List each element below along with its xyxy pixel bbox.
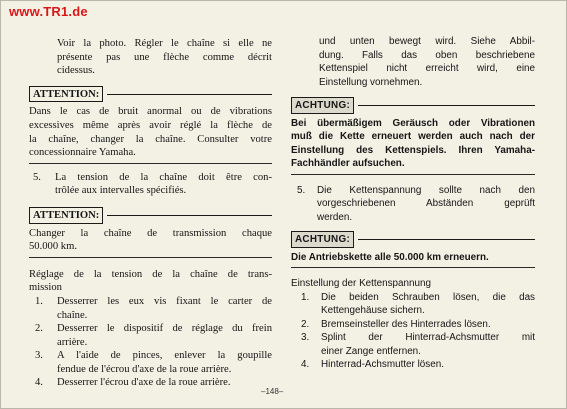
fr-item-5 [29, 171, 272, 198]
text-line: Réglage de la tension de la chaîne de trans- [29, 268, 272, 280]
fr-step-2 [35, 322, 272, 349]
de-step-2 [301, 318, 535, 332]
attention-label: ATTENTION: [29, 86, 103, 103]
de-achtung-text-2: Die Antriebskette alle 50.000 km erneuern. [291, 251, 489, 263]
text-line: Einstellung des Kettenspiels. Ihren Yamaha- [291, 144, 535, 156]
section-rule [29, 163, 272, 164]
step-number: 1. [35, 295, 43, 307]
text-line: Desserrer le dispositif de réglage du frein [57, 323, 272, 335]
fr-step-4 [35, 376, 272, 390]
text-line: einer Zange entfernen. [321, 345, 421, 357]
text-line: Kettenspiel nicht erreicht wird, eine [319, 63, 535, 74]
de-item-5 [291, 184, 535, 225]
text-line: chaîne. [57, 309, 88, 321]
de-achtung-text-1 [291, 117, 535, 171]
step-number: 4. [301, 359, 310, 370]
de-achtung-heading-2 [291, 231, 535, 248]
text-line: und unten bewegt wird. Siehe Abbil- [319, 36, 535, 47]
fr-steps [29, 295, 272, 390]
text-line: Bei übermäßigem Geräusch oder Vibrationen [291, 117, 535, 129]
text-line: Desserrer les eux vis fixant le carter de [57, 295, 272, 307]
fr-step-1 [35, 295, 272, 322]
de-adjust-heading: Einstellung der Kettenspannung [291, 278, 432, 289]
step-number: 2. [35, 323, 43, 335]
text-line: La tension de la chaîne doit être con- [55, 171, 272, 183]
text-line: 50.000 km. [29, 241, 77, 253]
text-line: Die beiden Schrauben lösen, die das [321, 291, 535, 303]
attention-label: ATTENTION: [29, 207, 103, 224]
text-line: trôlée aux intervalles spécifiés. [55, 185, 187, 197]
text-line: Changer la chaîne de transmission chaque [29, 227, 272, 239]
text-line: Bremseinsteller des Hinterrades lösen. [321, 318, 491, 330]
french-column [29, 37, 272, 390]
de-step-3 [301, 331, 535, 358]
achtung-label: ACHTUNG: [291, 97, 354, 114]
text-line: concessionnaire Yamaha. [29, 147, 136, 159]
heading-rule [107, 94, 272, 95]
section-rule [291, 267, 535, 268]
text-line: Kettengehäuse sichern. [321, 305, 425, 316]
step-number: 2. [301, 318, 310, 330]
item-number: 5. [33, 171, 41, 183]
text-line: Dans le cas de bruit anormal ou de vibrations [29, 106, 272, 118]
german-column [291, 35, 535, 372]
text-line: présente pas une flèche comme décrit [57, 51, 272, 63]
de-step-4 [301, 358, 535, 372]
step-number: 4. [35, 377, 43, 389]
text-line: Splint der Hinterrad-Achsmutter mit [321, 332, 535, 343]
text-line: Hinterrad-Achsmutter lösen. [321, 359, 444, 370]
heading-rule [107, 215, 272, 216]
section-rule [291, 174, 535, 175]
de-intro [291, 35, 535, 89]
section-rule [29, 257, 272, 258]
fr-attention-heading-1 [29, 86, 272, 103]
de-steps [291, 291, 535, 372]
watermark: www.TR1.de [9, 4, 88, 19]
text-line: vorgeschriebenen Abständen geprüft [317, 198, 535, 209]
text-line: mission [29, 282, 62, 294]
text-line: muß die Kette erneuert werden auch nach der [291, 131, 535, 142]
fr-attention-text-1 [29, 105, 272, 159]
step-number: 3. [301, 332, 310, 343]
text-line: werden. [317, 211, 353, 223]
text-line: la chaîne, changer la chaîne. Consulter votre [29, 133, 272, 145]
text-line: dung. Falls das oben beschriebene [319, 49, 535, 61]
fr-attention-heading-2 [29, 207, 272, 224]
text-line: fendue de l'écrou d'axe de la roue arrière. [57, 363, 232, 375]
fr-attention-text-2 [29, 227, 272, 254]
de-step-1 [301, 291, 535, 318]
achtung-label: ACHTUNG: [291, 231, 354, 248]
fr-adjust-heading [29, 268, 272, 295]
item-text [55, 171, 272, 198]
text-line: arrière. [57, 336, 88, 348]
step-number: 1. [301, 291, 310, 303]
text-line: Fachhändler aufsuchen. [291, 158, 405, 169]
fr-step-3 [35, 349, 272, 376]
text-line: A l'aide de pinces, enlever la goupille [57, 350, 272, 362]
text-line: Einstellung vornehmen. [319, 76, 423, 88]
step-number: 3. [35, 350, 43, 362]
heading-rule [358, 239, 535, 240]
item-number: 5. [297, 184, 306, 196]
fr-intro [29, 37, 272, 78]
text-line: Die Kettenspannung sollte nach den [317, 184, 535, 196]
de-achtung-heading-1 [291, 97, 535, 114]
heading-rule [358, 105, 535, 106]
item-text [317, 184, 535, 225]
text-line: Voir la photo. Régler le chaîne si elle ne [57, 38, 272, 49]
text-line: cidessus. [57, 65, 95, 77]
text-line: excessives même après avoir réglé la flèche de [29, 119, 272, 131]
page-number: –148– [261, 387, 284, 396]
text-line: Desserrer l'écrou d'axe de la roue arrière. [57, 377, 231, 389]
